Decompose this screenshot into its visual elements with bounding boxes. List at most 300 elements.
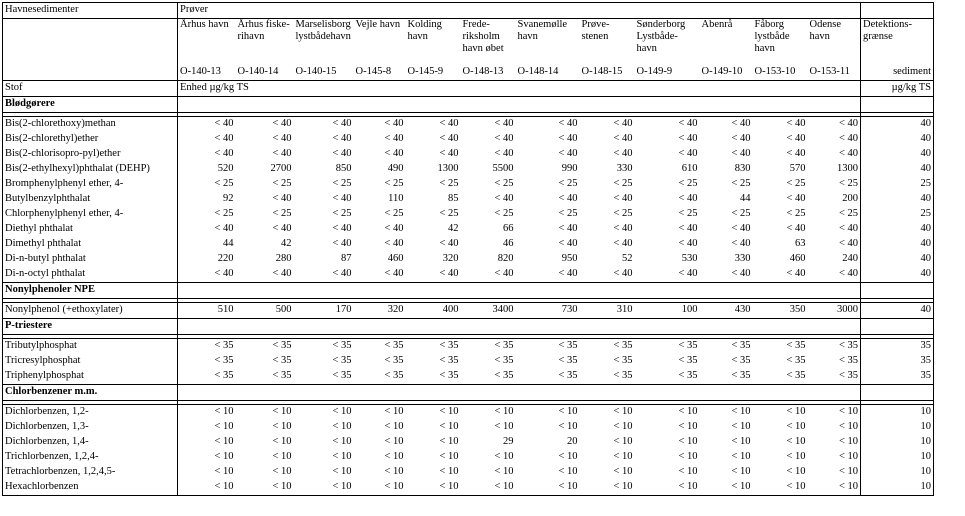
value-cell: < 10 [294, 405, 354, 421]
value-cell: < 10 [384, 436, 404, 447]
value-cell: < 25 [786, 178, 806, 189]
value-cell: < 10 [635, 405, 700, 421]
value-cell: < 10 [786, 421, 806, 432]
substance-name: Tetrachlorbenzen, 1,2,4,5- [3, 465, 178, 480]
value-cell: < 40 [580, 267, 635, 283]
header-havnesedimenter: Havnesedimenter [3, 3, 178, 19]
sample-code: O-145-9 [406, 65, 461, 81]
detection-limit: 10 [861, 480, 934, 496]
value-cell: < 35 [700, 369, 753, 385]
detection-limit: 10 [861, 420, 934, 435]
value-cell: < 40 [272, 193, 292, 204]
value-cell: < 10 [808, 435, 861, 450]
value-cell: < 40 [808, 267, 861, 283]
detection-limit: 40 [861, 147, 934, 162]
header-blank [3, 19, 178, 66]
value-cell: 990 [561, 163, 578, 174]
detection-limit: 10 [861, 450, 934, 465]
value-cell: < 40 [580, 117, 635, 133]
detection-limit: 25 [861, 177, 934, 192]
substance-name: Trichlorbenzen, 1,2,4- [3, 450, 178, 465]
value-cell: 42 [448, 223, 459, 234]
value-cell: < 10 [558, 421, 578, 432]
value-cell: < 10 [214, 436, 234, 447]
detection-limit: 40 [861, 222, 934, 237]
value-cell: < 10 [731, 451, 751, 462]
substance-name: Di-n-butyl phthalat [3, 252, 178, 267]
value-cell: < 10 [700, 480, 753, 496]
section-blank [178, 385, 861, 401]
value-cell: < 40 [635, 117, 700, 133]
substance-name: Bis(2-chlorisopro-pyl)ether [3, 147, 178, 162]
value-cell: < 10 [494, 451, 514, 462]
value-cell: < 40 [272, 133, 292, 144]
value-cell: < 40 [808, 132, 861, 147]
value-cell: < 40 [178, 267, 236, 283]
substance-name: Nonylphenol (+ethoxylater) [3, 303, 178, 319]
value-cell: < 35 [236, 369, 294, 385]
value-cell: < 25 [613, 208, 633, 219]
value-cell: < 10 [272, 466, 292, 477]
value-cell: < 10 [214, 451, 234, 462]
value-cell: < 10 [214, 466, 234, 477]
value-cell: 87 [341, 253, 352, 264]
value-cell: < 10 [635, 480, 700, 496]
value-cell: 520 [217, 163, 234, 174]
value-cell: < 40 [613, 133, 633, 144]
value-cell: < 35 [294, 369, 354, 385]
value-cell: < 25 [786, 208, 806, 219]
value-cell: < 35 [406, 369, 461, 385]
substance-name: Hexachlorbenzen [3, 480, 178, 496]
section-title: Blødgørere [3, 97, 178, 113]
value-cell: < 10 [272, 436, 292, 447]
value-cell: < 35 [494, 355, 514, 366]
value-cell: < 10 [178, 405, 236, 421]
value-cell: < 40 [406, 267, 461, 283]
substance-name: Bis(2-chlorethyl)ether [3, 132, 178, 147]
sample-code: O-145-8 [354, 65, 406, 81]
value-cell: < 35 [678, 355, 698, 366]
value-cell: 950 [561, 253, 578, 264]
value-cell: < 25 [678, 178, 698, 189]
substance-name: Diethyl phthalat [3, 222, 178, 237]
value-cell: < 40 [516, 117, 580, 133]
value-cell: 460 [789, 253, 806, 264]
value-cell: 85 [448, 193, 459, 204]
value-cell: 280 [275, 253, 292, 264]
value-cell: 350 [753, 303, 808, 319]
value-cell: < 35 [516, 369, 580, 385]
value-cell: < 35 [461, 339, 516, 355]
value-cell: < 40 [236, 267, 294, 283]
value-cell: < 35 [461, 369, 516, 385]
value-cell: < 25 [494, 178, 514, 189]
value-cell: 430 [700, 303, 753, 319]
value-cell: < 25 [332, 208, 352, 219]
sample-name: Kolding havn [406, 19, 461, 66]
substance-name: Triphenylphosphat [3, 369, 178, 385]
section-det-blank [861, 385, 934, 401]
value-cell: < 25 [494, 208, 514, 219]
sample-code: O-149-9 [635, 65, 700, 81]
value-cell: < 35 [178, 339, 236, 355]
substance-name: Bis(2-ethylhexyl)phthalat (DEHP) [3, 162, 178, 177]
value-cell: < 40 [613, 223, 633, 234]
sample-code: O-148-14 [516, 65, 580, 81]
value-cell: 66 [503, 223, 514, 234]
value-cell: 820 [497, 253, 514, 264]
value-cell: < 10 [354, 480, 406, 496]
substance-name: Di-n-octyl phthalat [3, 267, 178, 283]
value-cell: < 40 [272, 148, 292, 159]
value-cell: < 10 [613, 466, 633, 477]
sample-code: O-148-13 [461, 65, 516, 81]
value-cell: < 35 [808, 354, 861, 369]
value-cell: 110 [388, 193, 404, 204]
value-cell: 1300 [437, 163, 459, 174]
value-cell: < 35 [354, 369, 406, 385]
value-cell: 170 [294, 303, 354, 319]
value-cell: < 40 [558, 193, 578, 204]
value-cell: 2700 [270, 163, 292, 174]
sample-name: Svanemølle havn [516, 19, 580, 66]
value-cell: < 10 [439, 421, 459, 432]
sample-code: O-149-10 [700, 65, 753, 81]
value-cell: < 10 [613, 421, 633, 432]
value-cell: < 10 [272, 451, 292, 462]
value-cell: < 40 [214, 133, 234, 144]
value-cell: < 40 [332, 133, 352, 144]
value-cell: < 40 [439, 148, 459, 159]
value-cell: < 25 [731, 208, 751, 219]
value-cell: < 40 [613, 238, 633, 249]
value-cell: < 10 [178, 480, 236, 496]
value-cell: < 35 [236, 339, 294, 355]
value-cell: < 25 [439, 208, 459, 219]
value-cell: < 10 [808, 480, 861, 496]
value-cell: 500 [236, 303, 294, 319]
value-cell: < 25 [808, 177, 861, 192]
value-cell: < 40 [406, 117, 461, 133]
value-cell: < 10 [678, 436, 698, 447]
value-cell: < 35 [808, 339, 861, 355]
value-cell: < 40 [678, 223, 698, 234]
value-cell: < 35 [516, 339, 580, 355]
value-cell: 46 [503, 238, 514, 249]
value-cell: < 10 [494, 466, 514, 477]
value-cell: 3000 [808, 303, 861, 319]
codes-blank [3, 65, 178, 81]
value-cell: < 10 [558, 466, 578, 477]
value-cell: < 25 [558, 208, 578, 219]
sample-name: Århus havn [178, 19, 236, 66]
value-cell: 490 [387, 163, 404, 174]
sample-code: O-153-10 [753, 65, 808, 81]
value-cell: 730 [516, 303, 580, 319]
value-cell: < 40 [613, 148, 633, 159]
value-cell: < 10 [332, 436, 352, 447]
value-cell: 200 [808, 192, 861, 207]
value-cell: < 10 [731, 466, 751, 477]
value-cell: < 10 [332, 466, 352, 477]
value-cell: 530 [681, 253, 698, 264]
value-cell: < 35 [214, 355, 234, 366]
value-cell: < 35 [731, 355, 751, 366]
value-cell: < 35 [439, 355, 459, 366]
value-cell: < 35 [753, 339, 808, 355]
value-cell: < 40 [516, 267, 580, 283]
value-cell: < 35 [332, 355, 352, 366]
value-cell: < 10 [439, 466, 459, 477]
value-cell: 3400 [461, 303, 516, 319]
value-cell: < 40 [439, 133, 459, 144]
stof-label: Stof [3, 81, 178, 97]
section-det-blank [861, 319, 934, 335]
value-cell: < 35 [808, 369, 861, 385]
value-cell: 42 [281, 238, 292, 249]
value-cell: < 40 [786, 193, 806, 204]
value-cell: < 40 [384, 133, 404, 144]
value-cell: 510 [178, 303, 236, 319]
value-cell: 320 [442, 253, 459, 264]
value-cell: < 10 [516, 405, 580, 421]
value-cell: 5500 [492, 163, 514, 174]
value-cell: 330 [616, 163, 633, 174]
value-cell: 220 [217, 253, 234, 264]
value-cell: < 10 [678, 466, 698, 477]
value-cell: < 10 [214, 421, 234, 432]
value-cell: < 40 [494, 193, 514, 204]
value-cell: < 25 [272, 208, 292, 219]
section-det-blank [861, 97, 934, 113]
value-cell: < 25 [613, 178, 633, 189]
value-cell: < 40 [332, 238, 352, 249]
value-cell: < 10 [384, 451, 404, 462]
value-cell: < 10 [700, 405, 753, 421]
value-cell: < 25 [678, 208, 698, 219]
value-cell: < 40 [384, 238, 404, 249]
value-cell: < 40 [700, 267, 753, 283]
value-cell: < 40 [236, 117, 294, 133]
value-cell: < 25 [731, 178, 751, 189]
value-cell: < 35 [354, 339, 406, 355]
value-cell: < 10 [516, 480, 580, 496]
value-cell: < 40 [678, 148, 698, 159]
detection-limit: 40 [861, 162, 934, 177]
value-cell: < 10 [439, 451, 459, 462]
substance-name: Dichlorbenzen, 1,2- [3, 405, 178, 421]
value-cell: < 35 [272, 355, 292, 366]
value-cell: < 40 [494, 133, 514, 144]
value-cell: 240 [808, 252, 861, 267]
value-cell: < 40 [332, 148, 352, 159]
substance-name: Butylbenzylphthalat [3, 192, 178, 207]
value-cell: < 40 [558, 148, 578, 159]
value-cell: < 40 [678, 238, 698, 249]
value-cell: 44 [740, 193, 751, 204]
sample-name: Odense havn [808, 19, 861, 66]
value-cell: < 40 [678, 193, 698, 204]
sample-name: Fåborg lystbåde havn [753, 19, 808, 66]
value-cell: < 10 [731, 436, 751, 447]
value-cell: < 35 [178, 369, 236, 385]
value-cell: < 25 [384, 178, 404, 189]
section-title: Nonylphenoler NPE [3, 283, 178, 299]
value-cell: < 40 [613, 193, 633, 204]
value-cell: < 25 [214, 208, 234, 219]
value-cell: < 40 [731, 223, 751, 234]
value-cell: < 40 [808, 222, 861, 237]
value-cell: < 40 [731, 238, 751, 249]
value-cell: < 40 [384, 223, 404, 234]
value-cell: < 10 [731, 421, 751, 432]
value-cell: 29 [503, 436, 514, 447]
detection-limit: 10 [861, 465, 934, 480]
value-cell: < 10 [808, 405, 861, 421]
section-title: Chlorbenzener m.m. [3, 385, 178, 401]
value-cell: < 40 [731, 133, 751, 144]
substance-name: Tricresylphosphat [3, 354, 178, 369]
value-cell: < 25 [439, 178, 459, 189]
value-cell: < 10 [753, 405, 808, 421]
substance-name: Dichlorbenzen, 1,4- [3, 435, 178, 450]
value-cell: < 40 [214, 148, 234, 159]
value-cell: < 10 [786, 436, 806, 447]
value-cell: < 40 [808, 147, 861, 162]
value-cell: < 35 [635, 339, 700, 355]
value-cell: < 25 [272, 178, 292, 189]
value-cell: < 40 [558, 133, 578, 144]
sample-name: Frede-riksholm havn øbet [461, 19, 516, 66]
sample-name: Prøve-stenen [580, 19, 635, 66]
value-cell: < 10 [678, 421, 698, 432]
detection-limit: 25 [861, 207, 934, 222]
value-cell: < 40 [214, 223, 234, 234]
section-blank [178, 283, 861, 299]
detection-limit: 40 [861, 237, 934, 252]
value-cell: < 35 [294, 339, 354, 355]
header-proever: Prøver [178, 3, 861, 19]
section-det-blank [861, 283, 934, 299]
value-cell: < 40 [461, 267, 516, 283]
value-cell: < 40 [294, 267, 354, 283]
value-cell: 320 [354, 303, 406, 319]
section-title: P-triestere [3, 319, 178, 335]
value-cell: 310 [580, 303, 635, 319]
value-cell: < 35 [558, 355, 578, 366]
substance-name: Bromphenylphenyl ether, 4- [3, 177, 178, 192]
value-cell: < 40 [786, 223, 806, 234]
value-cell: < 10 [753, 480, 808, 496]
value-cell: < 10 [236, 480, 294, 496]
sample-name: Sønderborg Lystbåde-havn [635, 19, 700, 66]
value-cell: < 25 [214, 178, 234, 189]
sample-name: Abenrå [700, 19, 753, 66]
value-cell: < 40 [786, 133, 806, 144]
value-cell: < 10 [494, 421, 514, 432]
value-cell: < 40 [354, 267, 406, 283]
value-cell: < 40 [332, 223, 352, 234]
results-table [2, 2, 934, 496]
sample-code: O-140-15 [294, 65, 354, 81]
value-cell: < 40 [700, 117, 753, 133]
value-cell: < 40 [786, 148, 806, 159]
value-cell: 100 [635, 303, 700, 319]
value-cell: < 10 [808, 465, 861, 480]
value-cell: < 10 [332, 421, 352, 432]
value-cell: < 10 [406, 405, 461, 421]
value-cell: < 25 [332, 178, 352, 189]
substance-name: Dichlorbenzen, 1,3- [3, 420, 178, 435]
value-cell: < 10 [558, 451, 578, 462]
value-cell: < 10 [332, 451, 352, 462]
enhed-label: Enhed µg/kg TS [178, 81, 861, 97]
value-cell: 850 [335, 163, 352, 174]
value-cell: 52 [622, 253, 633, 264]
value-cell: < 35 [635, 369, 700, 385]
value-cell: < 10 [786, 466, 806, 477]
value-cell: 330 [734, 253, 751, 264]
value-cell: < 10 [580, 405, 635, 421]
detection-limit: 35 [861, 369, 934, 385]
value-cell: < 10 [384, 466, 404, 477]
detection-limit: 40 [861, 192, 934, 207]
detection-limit: 35 [861, 354, 934, 369]
value-cell: < 10 [808, 450, 861, 465]
value-cell: < 35 [580, 369, 635, 385]
value-cell: 830 [734, 163, 751, 174]
detection-limit: 40 [861, 252, 934, 267]
value-cell: < 10 [613, 436, 633, 447]
value-cell: < 25 [558, 178, 578, 189]
value-cell: 1300 [808, 162, 861, 177]
value-cell: < 10 [384, 421, 404, 432]
value-cell: < 10 [272, 421, 292, 432]
value-cell: < 35 [580, 339, 635, 355]
value-cell: < 40 [808, 117, 861, 133]
sample-name: Vejle havn [354, 19, 406, 66]
value-cell: < 35 [786, 355, 806, 366]
value-cell: < 10 [678, 451, 698, 462]
value-cell: < 10 [294, 480, 354, 496]
substance-name: Chlorphenylphenyl ether, 4- [3, 207, 178, 222]
substance-name: Tributylphosphat [3, 339, 178, 355]
value-cell: 570 [789, 163, 806, 174]
sample-code: O-148-15 [580, 65, 635, 81]
value-cell: < 35 [613, 355, 633, 366]
detection-limit: 10 [861, 405, 934, 421]
detection-limit: 10 [861, 435, 934, 450]
value-cell: < 40 [494, 148, 514, 159]
sample-code: O-153-11 [808, 65, 861, 81]
substance-name: Dimethyl phthalat [3, 237, 178, 252]
value-cell: < 35 [384, 355, 404, 366]
value-cell: < 40 [808, 237, 861, 252]
detection-limit: 40 [861, 117, 934, 133]
value-cell: 20 [567, 436, 578, 447]
detektion-sub: sediment [861, 65, 934, 81]
value-cell: < 10 [236, 405, 294, 421]
sample-name: Århus fiske-rihavn [236, 19, 294, 66]
value-cell: < 10 [613, 451, 633, 462]
substance-name: Bis(2-chlorethoxy)methan [3, 117, 178, 133]
detection-limit: 40 [861, 267, 934, 283]
sample-name: Marselisborg lystbådehavn [294, 19, 354, 66]
value-cell: < 35 [406, 339, 461, 355]
value-cell: < 10 [461, 405, 516, 421]
header-det-empty [861, 3, 934, 19]
